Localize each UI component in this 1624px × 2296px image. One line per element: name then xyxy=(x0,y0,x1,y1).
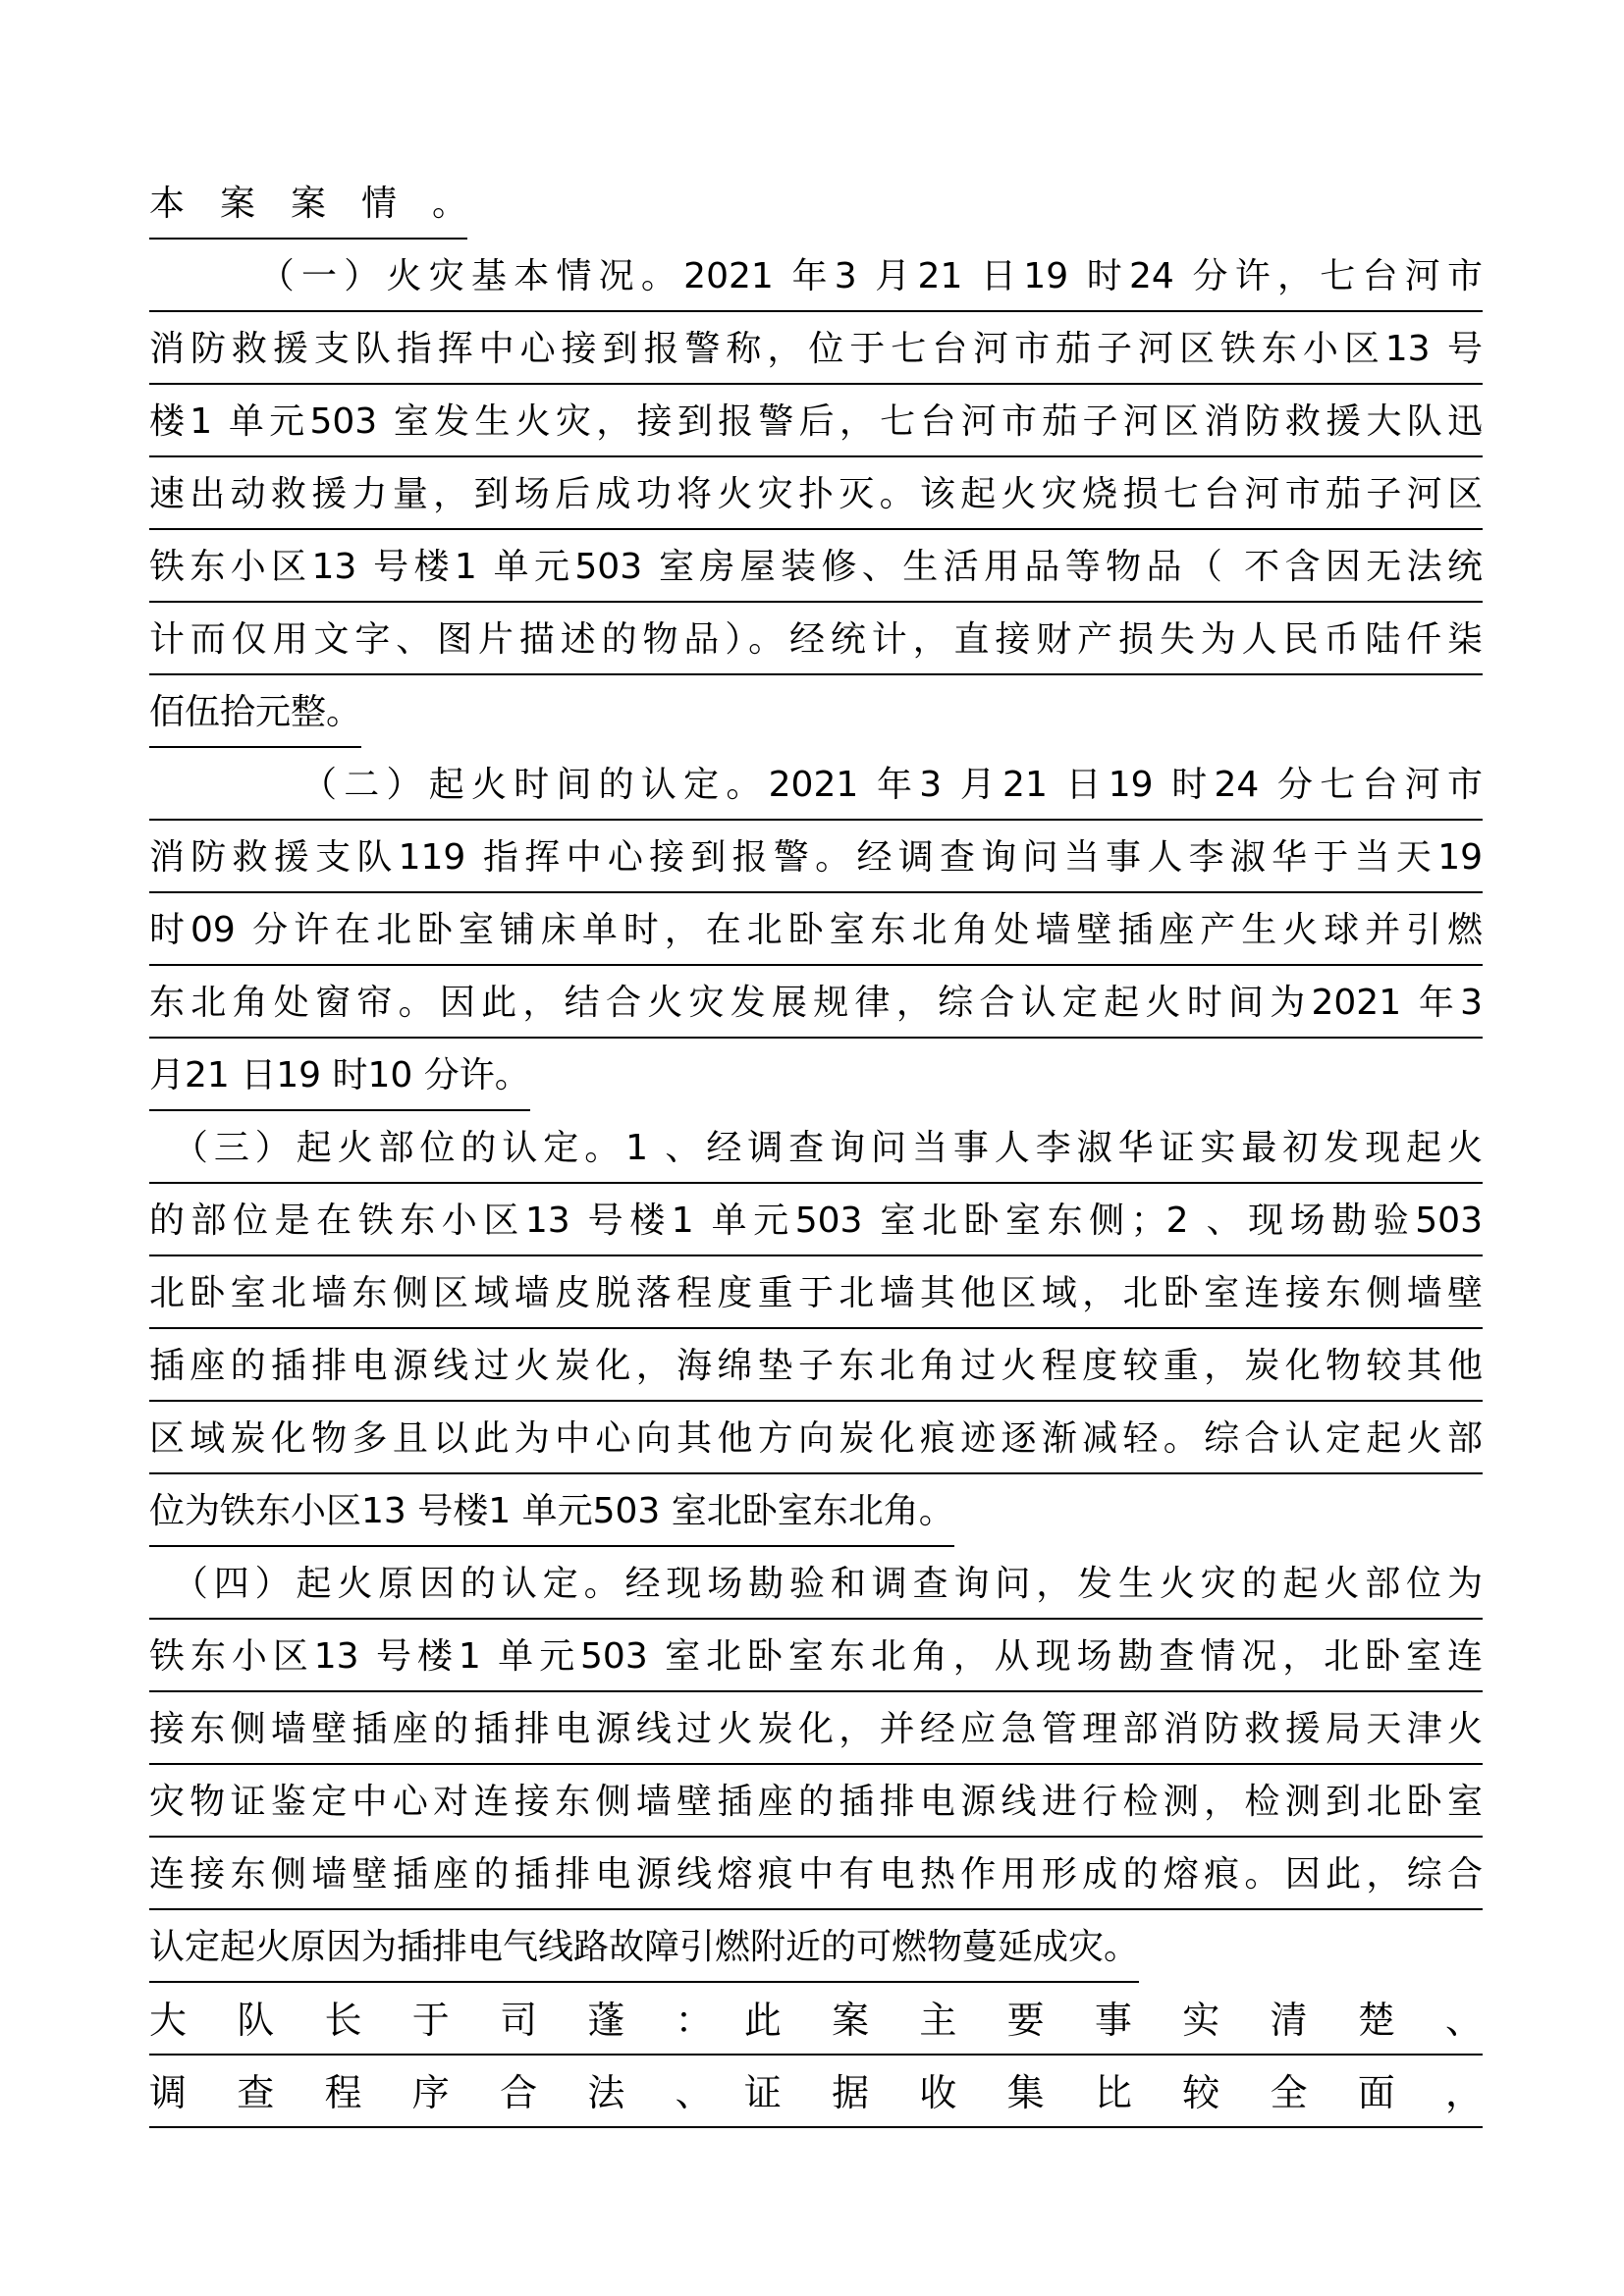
text-line: 连接东侧墙壁插座的插排电源线熔痕中有电热作用形成的熔痕。因此，综合 xyxy=(149,1838,1483,1910)
text-line-last: 认定起火原因为插排电气线路故障引燃附近的可燃物蔓延成灾。 xyxy=(149,1910,1483,1983)
comment-line: 调 查 程 序 合 法 、 证 据 收 集 比 较 全 面 ， xyxy=(149,2056,1483,2128)
paragraph-basic-info xyxy=(149,240,1483,748)
text-line: 东北角处窗帘。因此，结合火灾发展规律，综合认定起火时间为2021 年3 xyxy=(149,966,1483,1039)
paragraph-fire-cause xyxy=(149,1547,1483,1983)
paragraph-fire-time xyxy=(149,748,1483,1111)
captain-comment xyxy=(149,1983,1483,2128)
text-line: （一）火灾基本情况。2021 年3 月21 日19 时24 分许，七台河市 xyxy=(149,240,1483,312)
text-line: 消防救援支队119 指挥中心接到报警。经调查询问当事人李淑华于当天19 xyxy=(149,821,1483,893)
text-line: 速出动救援力量，到场后成功将火灾扑灭。该起火灾烧损七台河市茄子河区 xyxy=(149,457,1483,530)
text-line: 区域炭化物多且以此为中心向其他方向炭化痕迹逐渐减轻。综合认定起火部 xyxy=(149,1402,1483,1474)
comment-line: 大 队 长 于 司 蓬 ： 此 案 主 要 事 实 清 楚 、 xyxy=(149,1983,1483,2056)
text-line: 铁东小区13 号楼1 单元503 室房屋装修、生活用品等物品（ 不含因无法统 xyxy=(149,530,1483,603)
section-title-line xyxy=(149,167,1483,240)
text-line-last: 佰伍拾元整。 xyxy=(149,675,1483,748)
text-line: 插座的插排电源线过火炭化，海绵垫子东北角过火程度较重，炭化物较其他 xyxy=(149,1329,1483,1402)
document-page xyxy=(149,167,1483,2128)
text-line: 铁东小区13 号楼1 单元503 室北卧室东北角，从现场勘查情况，北卧室连 xyxy=(149,1620,1483,1692)
text-line: 接东侧墙壁插座的插排电源线过火炭化，并经应急管理部消防救援局天津火 xyxy=(149,1692,1483,1765)
text-line: （四）起火原因的认定。经现场勘验和调查询问，发生火灾的起火部位为 xyxy=(149,1547,1483,1620)
paragraph-fire-location xyxy=(149,1111,1483,1547)
text-line: 的部位是在铁东小区13 号楼1 单元503 室北卧室东侧；2 、现场勘验503 xyxy=(149,1184,1483,1256)
text-line: 时09 分许在北卧室铺床单时，在北卧室东北角处墙壁插座产生火球并引燃 xyxy=(149,893,1483,966)
section-title: 本 案 案 情 。 xyxy=(149,167,467,240)
text-line: （三）起火部位的认定。1 、经调查询问当事人李淑华证实最初发现起火 xyxy=(149,1111,1483,1184)
text-line: 消防救援支队指挥中心接到报警称，位于七台河市茄子河区铁东小区13 号 xyxy=(149,312,1483,385)
text-line: （二）起火时间的认定。2021 年3 月21 日19 时24 分七台河市 xyxy=(149,748,1483,821)
text-line: 灾物证鉴定中心对连接东侧墙壁插座的插排电源线进行检测，检测到北卧室 xyxy=(149,1765,1483,1838)
text-line-last: 位为铁东小区13 号楼1 单元503 室北卧室东北角。 xyxy=(149,1474,1483,1547)
text-line-last: 月21 日19 时10 分许。 xyxy=(149,1039,1483,1111)
text-line: 楼1 单元503 室发生火灾，接到报警后，七台河市茄子河区消防救援大队迅 xyxy=(149,385,1483,457)
text-line: 北卧室北墙东侧区域墙皮脱落程度重于北墙其他区域，北卧室连接东侧墙壁 xyxy=(149,1256,1483,1329)
text-line: 计而仅用文字、图片描述的物品）。经统计，直接财产损失为人民币陆仟柒 xyxy=(149,603,1483,675)
